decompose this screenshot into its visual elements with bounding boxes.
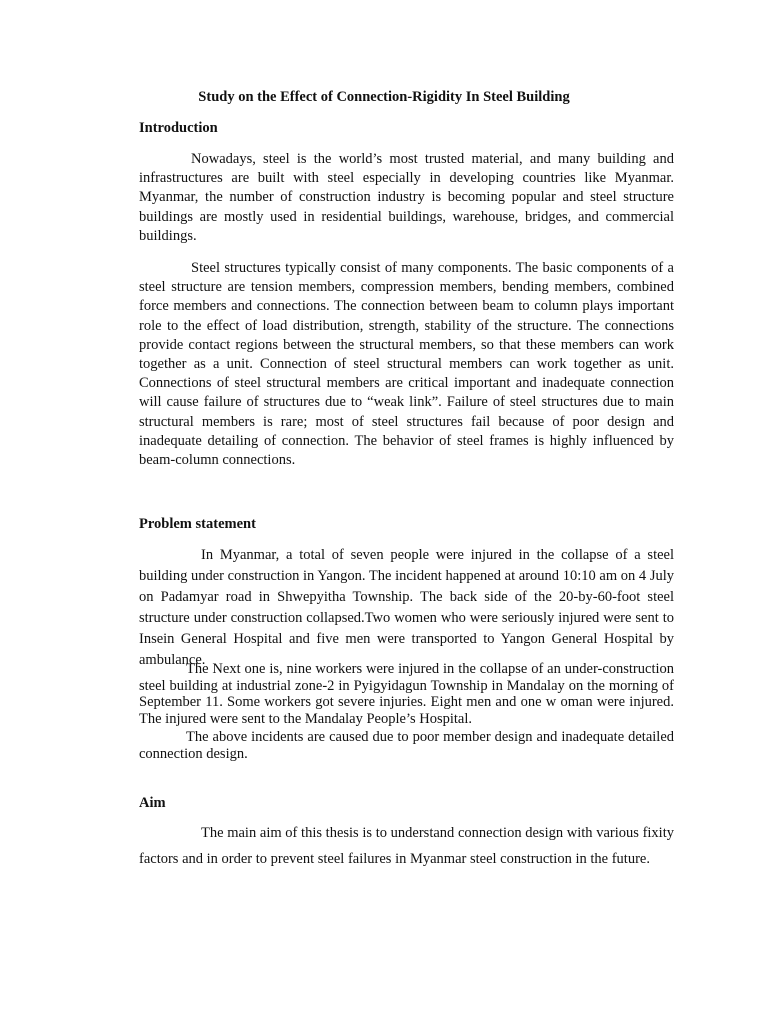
aim-paragraph-1: The main aim of this thesis is to understand connection design with various fixity factors and in order to prevent steel failures in Myanmar steel construction in the future. (139, 825, 674, 867)
introduction-heading: Introduction (139, 120, 218, 136)
problem-statement-paragraph-1: In Myanmar, a total of seven people were injured in the collapse of a steel building under construction in Yangon. The incident happened at around 10:10 am on 4 July on Padamyar road in Shwepyitha Township. The back side of the 20-by-60-foot steel structure under construction collapsed.Two women who were seriously injured were sent to Insein General Hospital and five men were transported to Yangon General Hospital by ambulance. (139, 547, 674, 668)
problem-statement-paragraph-2: The Next one is, nine workers were injured in the collapse of an under-construction steel building at industrial zone-2 in Pyigyidagun Township in Mandalay on the morning of September 11. Some workers got severe injuries. Eight men and one w oman were injured. The injured were sent to the Mandalay People’s Hospital. (139, 661, 674, 727)
introduction-paragraph-1: Nowadays, steel is the world’s most trusted material, and many building and infrastructures are built with steel especially in developing countries like Myanmar. Myanmar, the number of construction industry is becoming popular and steel structure buildings are mostly used in residential buildings, warehouse, bridges, and commercial buildings. (139, 151, 674, 244)
problem-statement-paragraph-3: The above incidents are caused due to poor member design and inadequate detailed connection design. (139, 729, 674, 762)
problem-statement-heading: Problem statement (139, 516, 256, 532)
aim-heading: Aim (139, 795, 166, 811)
document-title: Study on the Effect of Connection-Rigidity In Steel Building (198, 89, 570, 105)
introduction-paragraph-2: Steel structures typically consist of many components. The basic components of a steel structure are tension members, compression members, bending members, combined force members and connections. The connection between beam to column plays important role to the effect of load distribution, strength, stability of the structure. The connections provide contact regions between the structural members, so that these members can work together as a unit. Connection of steel structural members can work together as unit. Connections of steel structural members are critical important and inadequate connection will cause failure of structures due to “weak link”. Failure of steel structures due to main structural members is rare; most of steel structures fail because of poor design and inadequate detailing of connection. The behavior of steel frames is highly influenced by beam-column connections. (139, 260, 674, 469)
